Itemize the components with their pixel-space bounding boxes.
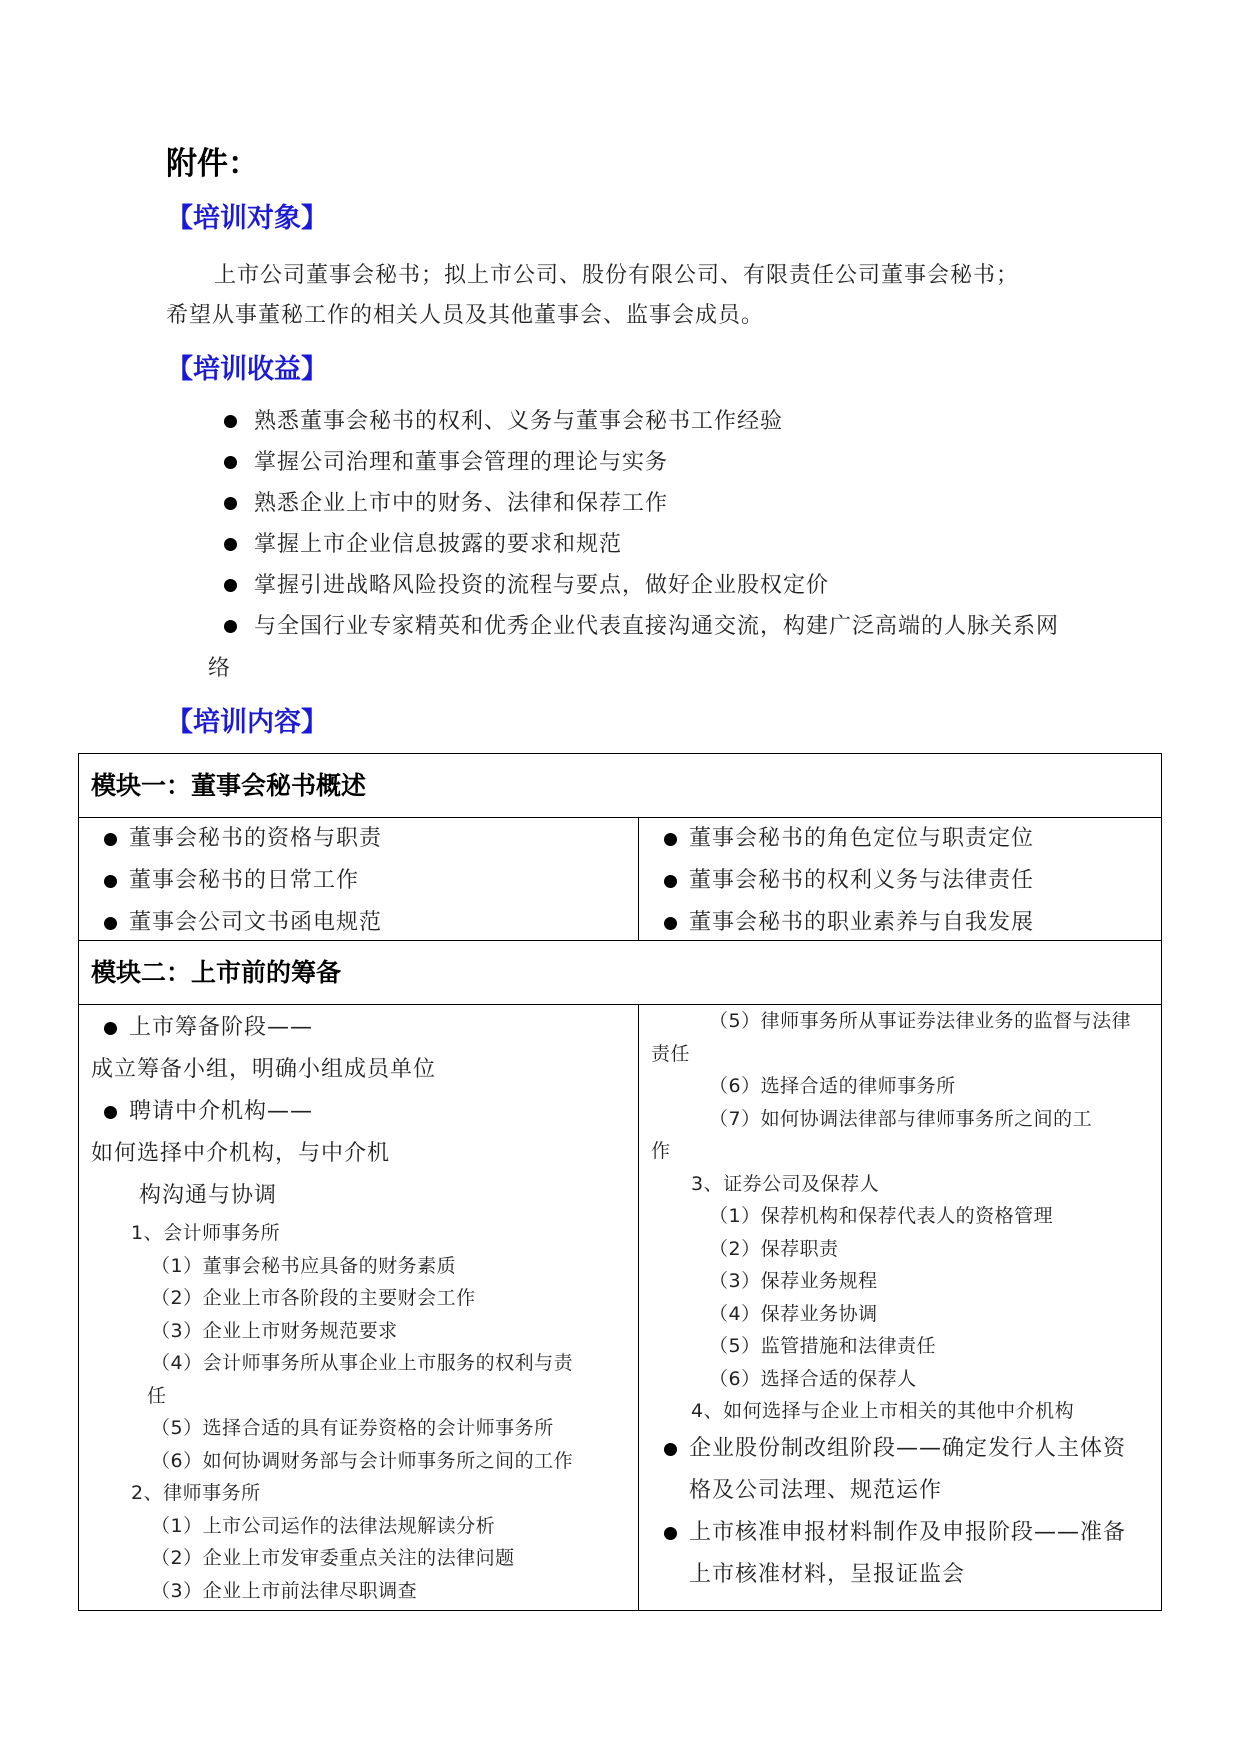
list-item [639, 860, 1161, 902]
body-text: 格及公司法理、规范运作 [689, 1477, 943, 1503]
list-item: （3）企业上市财务规范要求 [151, 1319, 398, 1342]
bullet-icon [664, 1443, 677, 1456]
list-item-text: 董事会秘书的职业素养与自我发展 [689, 910, 1035, 935]
list-item [222, 524, 1092, 565]
bullet-icon [104, 833, 117, 846]
module-2-title: 模块二：上市前的筹备 [79, 941, 1161, 1005]
list-item-text: 企业股份制改组阶段——确定发行人主体资 [689, 1435, 1127, 1461]
list-item: 任 [147, 1384, 167, 1407]
list-item [639, 902, 1161, 944]
subsection-title: 1、会计师事务所 [131, 1222, 281, 1244]
module-2-right [639, 1005, 1161, 1610]
subsection-title: 2、律师事务所 [131, 1482, 261, 1504]
list-item [222, 442, 1092, 483]
list-item [639, 1512, 1161, 1554]
list-item-text: 董事会秘书的资格与职责 [129, 826, 383, 851]
bullet-icon [224, 538, 237, 551]
body-text: 构沟通与协调 [139, 1183, 278, 1208]
list-item: （4）会计师事务所从事企业上市服务的权利与责 [151, 1352, 574, 1374]
list-item: 责任 [651, 1042, 691, 1065]
module-1-row [79, 818, 1161, 941]
list-item-text: 与全国行业专家精英和优秀企业代表直接沟通交流，构建广泛高端的人脉关系网 [254, 614, 1060, 639]
subsection-title: 3、证券公司及保荐人 [691, 1172, 880, 1195]
list-item-text: 掌握上市企业信息披露的要求和规范 [254, 532, 623, 557]
list-item-text: 聘请中介机构—— [129, 1099, 314, 1124]
list-item [639, 1428, 1161, 1470]
target-line-2: 希望从事董秘工作的相关人员及其他董事会、监事会成员。 [166, 303, 765, 328]
list-item [222, 565, 1092, 606]
list-item: （2）企业上市发审委重点关注的法律问题 [151, 1547, 515, 1569]
section-title-target: 【培训对象】 [166, 203, 328, 234]
benefits-list [222, 401, 1092, 647]
bullet-icon [664, 1527, 677, 1540]
list-item-text: 董事会秘书的权利义务与法律责任 [689, 868, 1035, 893]
bullet-icon [224, 579, 237, 592]
list-item [639, 818, 1161, 860]
bullet-icon [104, 1022, 117, 1035]
module-1-right [639, 818, 1161, 940]
list-item: （1）保荐机构和保荐代表人的资格管理 [709, 1205, 1054, 1227]
module-2-row [79, 1005, 1161, 1610]
list-item: （3）保荐业务规程 [709, 1270, 878, 1292]
target-line-1: 上市公司董事会秘书；拟上市公司、股份有限公司、有限责任公司董事会秘书； [214, 263, 1020, 288]
list-item [79, 860, 638, 902]
list-item-text: 上市核准申报材料制作及申报阶段——准备 [689, 1519, 1127, 1545]
list-item: （2）企业上市各阶段的主要财会工作 [151, 1287, 476, 1309]
list-item: （2）保荐职责 [709, 1237, 839, 1260]
list-item-text: 董事会公司文书函电规范 [129, 910, 383, 935]
bullet-icon [224, 620, 237, 633]
list-item: 作 [651, 1140, 671, 1162]
module-1-title: 模块一：董事会秘书概述 [79, 754, 1161, 818]
benefits-wrap-tail: 络 [208, 656, 232, 681]
list-item [79, 1007, 638, 1049]
body-text: 如何选择中介机构，与中介机 [91, 1141, 391, 1166]
list-item: （5）监管措施和法律责任 [709, 1335, 937, 1357]
bullet-icon [104, 875, 117, 888]
content-table [78, 753, 1162, 1611]
list-item: （1）上市公司运作的法律法规解读分析 [151, 1514, 496, 1537]
page-heading: 附件： [166, 146, 259, 182]
module-2-left [79, 1005, 639, 1610]
list-item-text: 熟悉董事会秘书的权利、义务与董事会秘书工作经验 [254, 409, 784, 434]
bullet-icon [664, 833, 677, 846]
subsection-title: 4、如何选择与企业上市相关的其他中介机构 [691, 1400, 1075, 1422]
body-text: 上市核准材料，呈报证监会 [689, 1561, 966, 1587]
list-item [79, 1091, 638, 1133]
body-text: 成立筹备小组，明确小组成员单位 [91, 1057, 437, 1082]
list-item-text: 上市筹备阶段—— [129, 1015, 314, 1040]
list-item [222, 606, 1092, 647]
bullet-icon [664, 875, 677, 888]
list-item [222, 483, 1092, 524]
list-item: （5）律师事务所从事证券法律业务的监督与法律 [709, 1010, 1132, 1032]
list-item: （5）选择合适的具有证券资格的会计师事务所 [151, 1417, 554, 1439]
bullet-icon [224, 497, 237, 510]
list-item [222, 401, 1092, 442]
list-item: （4）保荐业务协调 [709, 1302, 878, 1325]
list-item-text: 董事会秘书的角色定位与职责定位 [689, 826, 1035, 851]
section-title-content: 【培训内容】 [166, 707, 328, 738]
bullet-icon [224, 415, 237, 428]
bullet-icon [664, 917, 677, 930]
bullet-icon [104, 917, 117, 930]
list-item-text: 董事会秘书的日常工作 [129, 868, 360, 893]
list-item-text: 熟悉企业上市中的财务、法律和保荐工作 [254, 491, 669, 516]
list-item: （6）如何协调财务部与会计师事务所之间的工作 [151, 1449, 574, 1472]
module-1-left [79, 818, 639, 940]
list-item [79, 818, 638, 860]
list-item: （3）企业上市前法律尽职调查 [151, 1579, 418, 1602]
list-item-text: 掌握公司治理和董事会管理的理论与实务 [254, 450, 669, 475]
list-item: （6）选择合适的律师事务所 [709, 1075, 956, 1097]
list-item: （7）如何协调法律部与律师事务所之间的工 [709, 1107, 1093, 1130]
list-item-text: 掌握引进战略风险投资的流程与要点，做好企业股权定价 [254, 573, 830, 598]
bullet-icon [224, 456, 237, 469]
section-title-benefits: 【培训收益】 [166, 354, 328, 385]
list-item: （1）董事会秘书应具备的财务素质 [151, 1254, 457, 1277]
bullet-icon [104, 1106, 117, 1119]
list-item [79, 902, 638, 944]
list-item: （6）选择合适的保荐人 [709, 1367, 917, 1390]
